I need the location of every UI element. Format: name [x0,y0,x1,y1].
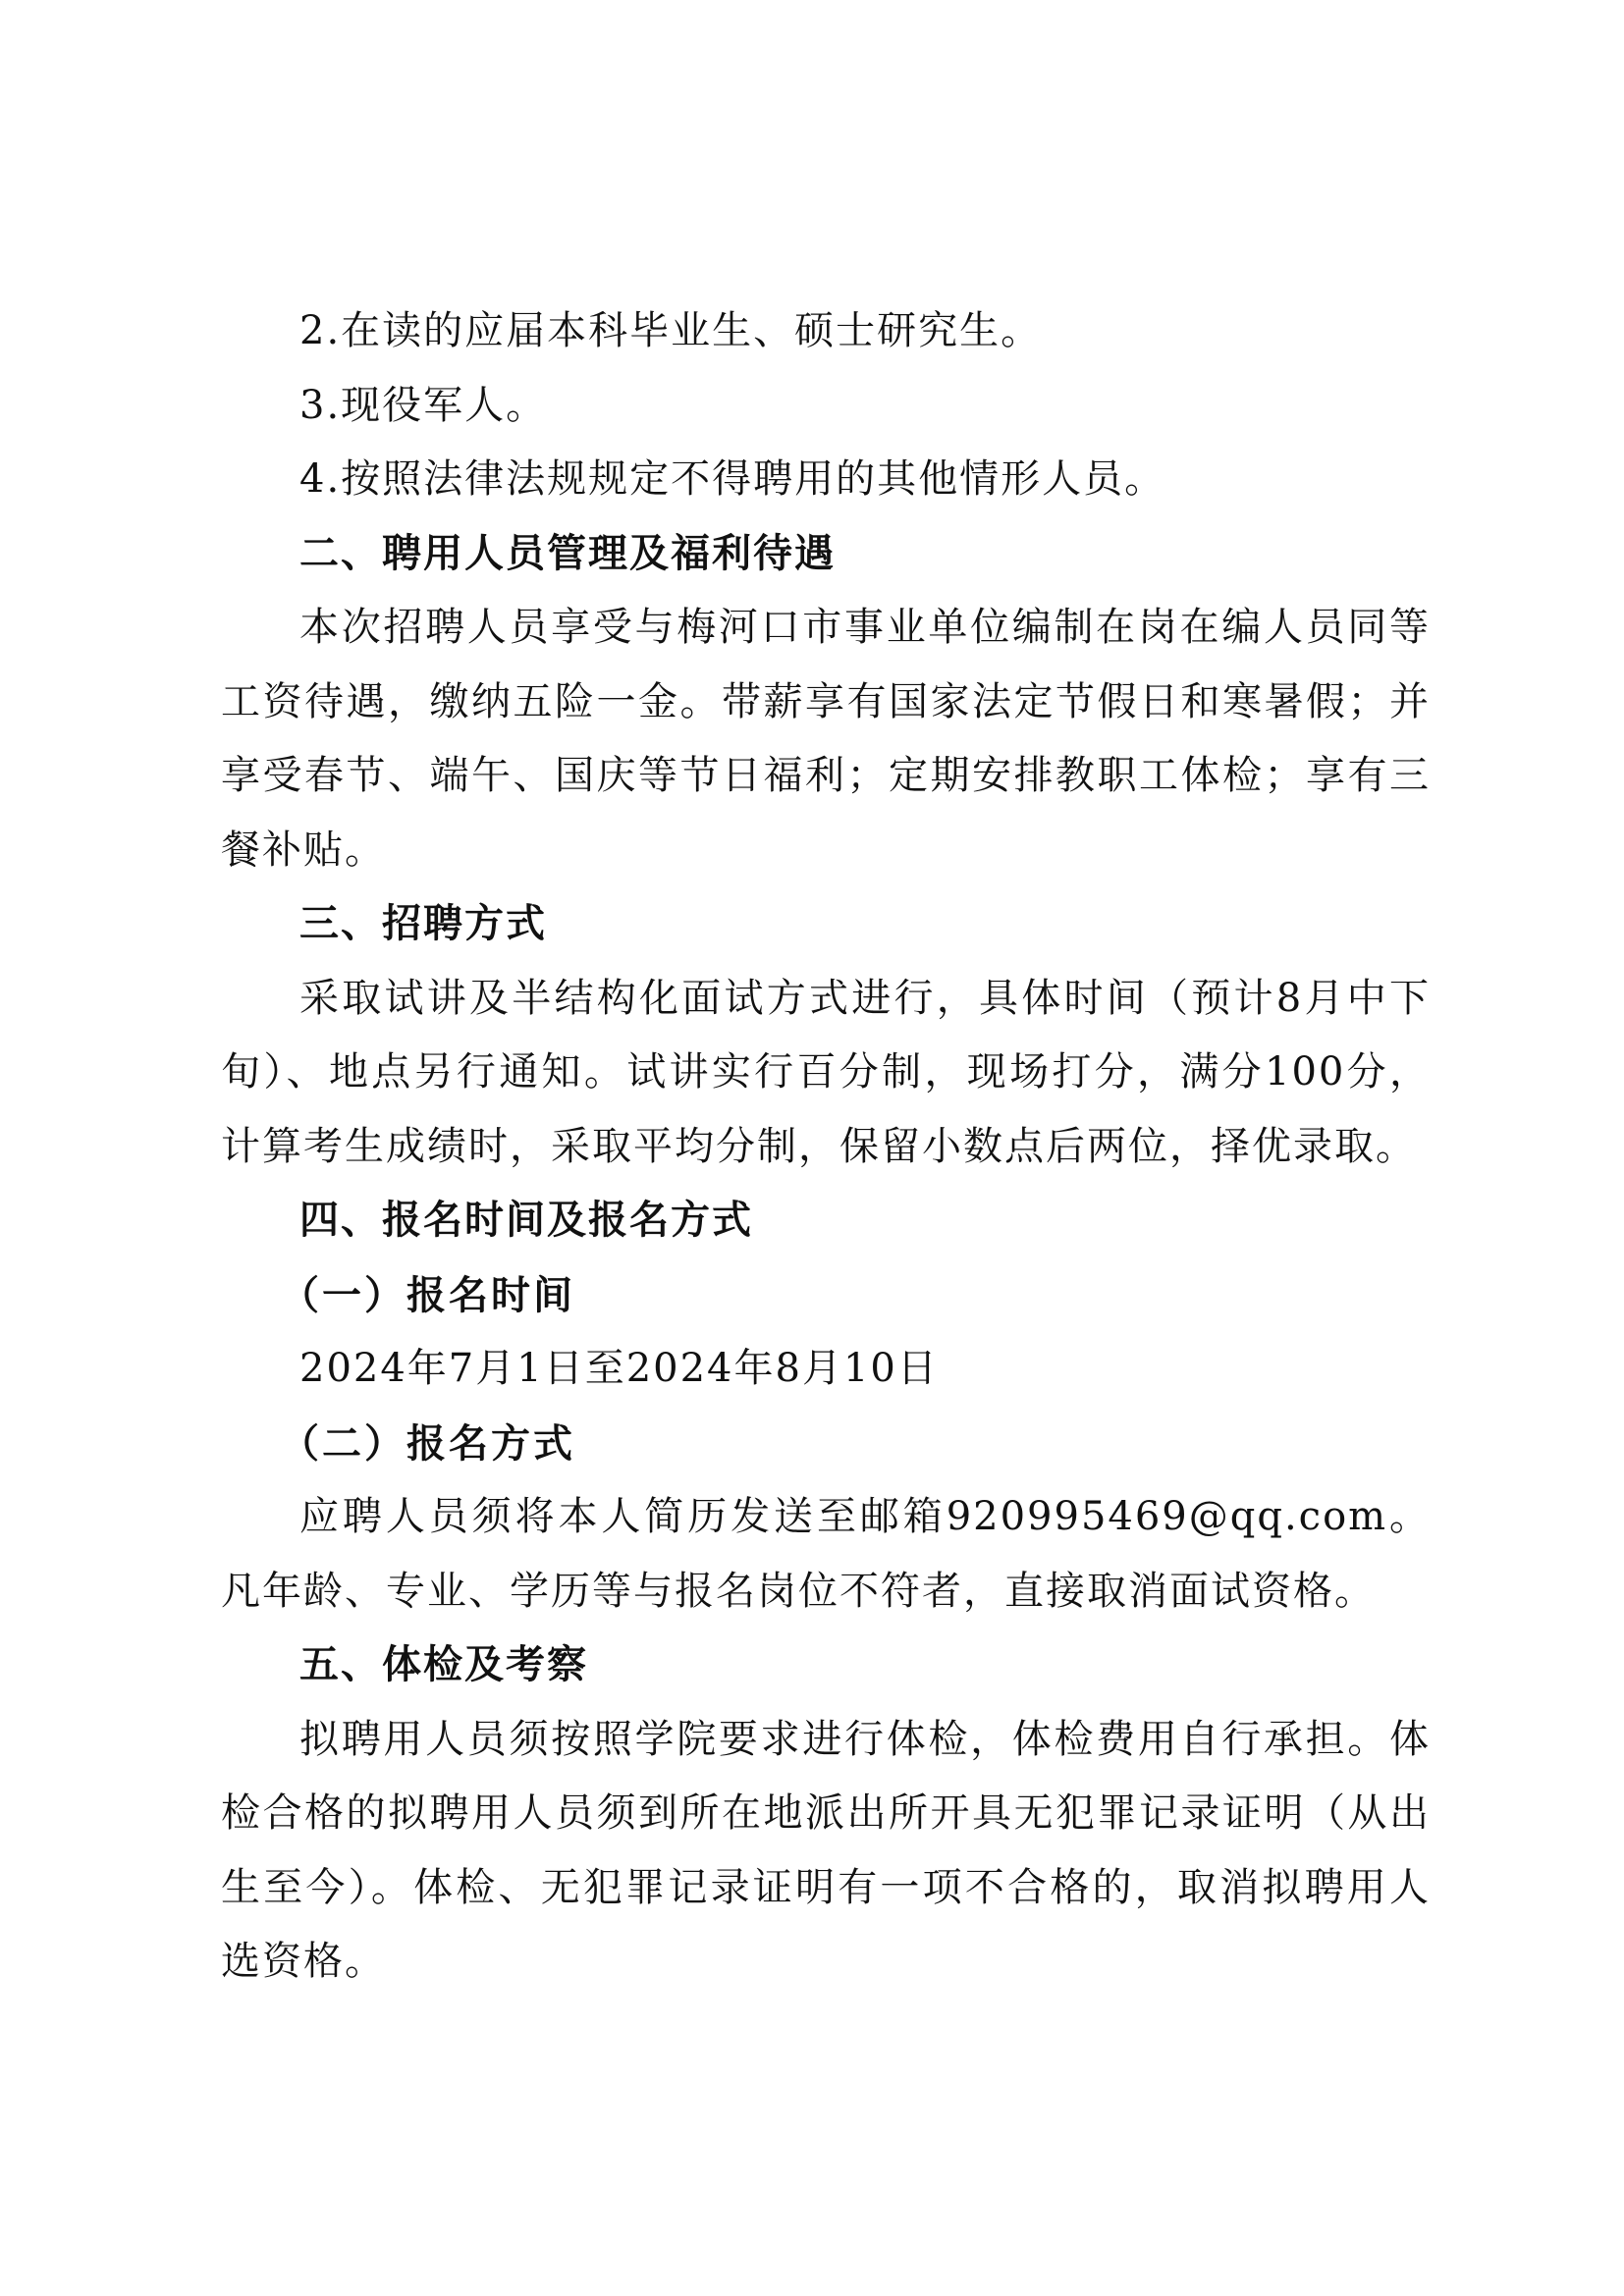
paragraph-physical-exam: 拟聘用人员须按照学院要求进行体检，体检费用自行承担。体检合格的拟聘用人员须到所在地派出所开具无犯罪记录证明（从出生至今）。体检、无犯罪记录证明有一项不合格的，取消拟聘用人选资格。 [221,1716,1431,1984]
paragraph-exclusion-2: 2.在读的应届本科毕业生、硕士研究生。 [299,308,1043,353]
section-heading-3: 三、招聘方式 [299,901,547,946]
subheading-registration-time: （一）报名时间 [280,1271,575,1318]
paragraph-exclusion-4: 4.按照法律法规规定不得聘用的其他情形人员。 [299,456,1166,502]
subheading-registration-method: （二）报名方式 [280,1419,575,1467]
paragraph-benefits: 本次招聘人员享受与梅河口市事业单位编制在岗在编人员同等工资待遇，缴纳五险一金。带薪享有国家法定节假日和寒暑假；并享受春节、端午、国庆等节日福利；定期安排教职工体检；享有三餐补贴。 [221,605,1431,873]
paragraph-registration-dates: 2024年7月1日至2024年8月10日 [299,1346,939,1391]
paragraph-recruitment-method: 采取试讲及半结构化面试方式进行，具体时间（预计8月中下旬）、地点另行通知。试讲实行百分制，现场打分，满分100分，计算考生成绩时，采取平均分制，保留小数点后两位，择优录取。 [221,975,1431,1169]
paragraph-registration-email: 应聘人员须将本人简历发送至邮箱920995469@qq.com。凡年龄、专业、学历等与报名岗位不符者，直接取消面试资格。 [221,1494,1431,1614]
section-heading-2: 二、聘用人员管理及福利待遇 [299,530,836,576]
document-body [221,294,1431,2000]
section-heading-5: 五、体检及考察 [299,1642,588,1687]
paragraph-exclusion-3: 3.现役军人。 [299,382,548,428]
section-heading-4: 四、报名时间及报名方式 [299,1198,753,1243]
